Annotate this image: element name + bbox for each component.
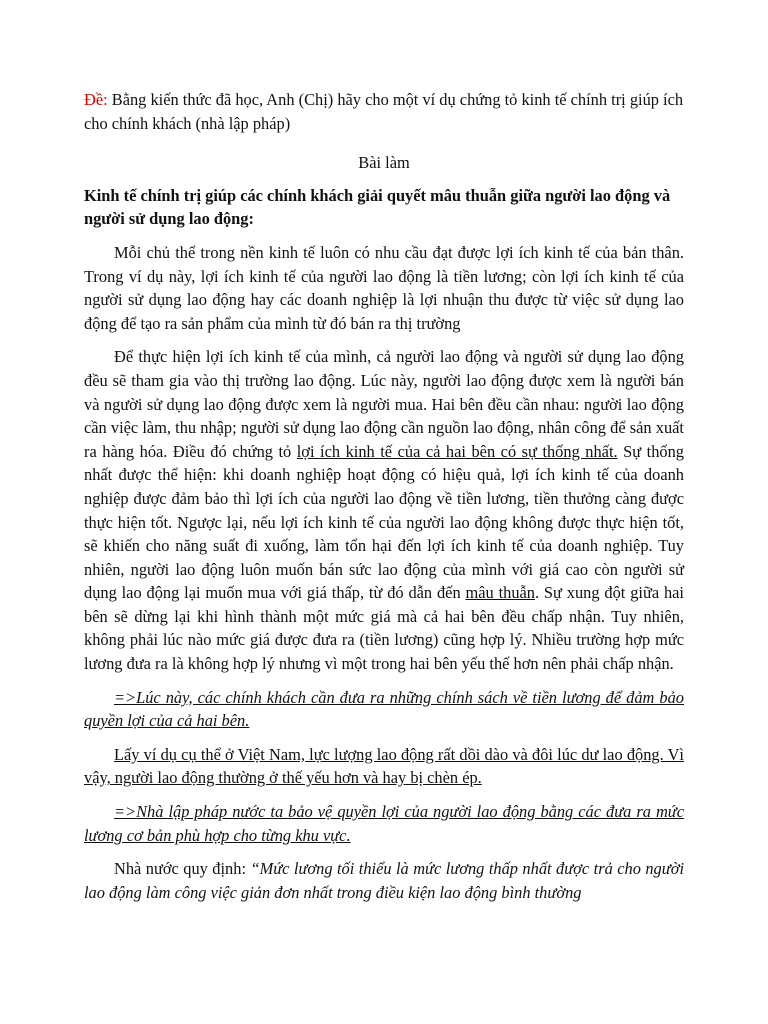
question-text: Bằng kiến thức đã học, Anh (Chị) hãy cho một ví dụ chứng tỏ kinh tế chính trị giúp ích cho chính khách (nhà lập pháp) (84, 90, 684, 133)
underlined-conflict-word: mâu thuẫn (465, 583, 535, 603)
paragraph-labor-market-part3: . Sự xung đột giữa hai bên sẽ dừng lại khi hình thành một mức giá mà cả hai bên đều chấp nhận. Tuy nhiên, không phải lúc nào mức giá được đưa ra (tiền lương) cũng hợp lý. Nhiều trường hợp mức lương đưa ra là không hợp lý nhưng vì một trong hai bên yếu thế hơn nên phải chấp nhận. (84, 583, 684, 674)
conclusion-minimum-wage: =>Nhà lập pháp nước ta bảo vệ quyền lợi của người lao động bằng các đưa ra mức lương cơ bản phù hợp cho từng khu vực. (84, 802, 684, 845)
paragraph-labor-market (84, 345, 684, 675)
regulation-paragraph (84, 857, 684, 904)
paragraph-labor-market-part2: Sự thống nhất được thể hiện: khi doanh nghiệp hoạt động có hiệu quả, lợi ích kinh tế của doanh nghiệp được đảm bảo thì lợi ích của người lao động về tiền lương, tiền thưởng càng được thực hiện tốt. Ngược lại, nếu lợi ích kinh tế của người lao động không được thực hiện tốt, sẽ khiến cho năng suất đi xuống, làm tổn hại đến lợi ích kinh tế của doanh nghiệp. Tuy nhiên, người lao động luôn muốn bán sức lao động của mình với giá cao còn người sử dụng lao động lại muốn mua với giá thấp, từ đó dẫn đến (84, 441, 685, 603)
vietnam-example: Lấy ví dụ cụ thể ở Việt Nam, lực lượng lao động rất dồi dào và đôi lúc dư lao động. Vì vậy, người lao động thường ở thế yếu hơn và hay bị chèn ép. (84, 744, 684, 788)
assignment-question (84, 88, 684, 135)
answer-heading: Bài làm (358, 153, 410, 173)
section-subheading: Kinh tế chính trị giúp các chính khách giải quyết mâu thuẫn giữa người lao động và người sử dụng lao động: (84, 185, 671, 229)
paragraph-economic-interests: Mỗi chủ thể trong nền kinh tế luôn có nhu cầu đạt được lợi ích kinh tế của bản thân. Trong ví dụ này, lợi ích kinh tế của người lao động là tiền lương; còn lợi ích kinh tế của người sử dụng lao động hay các doanh nghiệp là lợi nhuận thu được từ việc sử dụng lao động để tạo ra sản phẩm của mình từ đó bán ra thị trường (84, 242, 684, 333)
regulation-quote: “Mức lương tối thiểu là mức lương thấp nhất được trả cho người lao động làm công việc giản đơn nhất trong điều kiện lao động bình thường (84, 859, 684, 902)
underlined-unity-phrase: lợi ích kinh tế của cả hai bên có sự thống nhất. (296, 441, 618, 461)
question-label: Đề: (84, 90, 108, 109)
regulation-lead: Nhà nước quy định: (114, 859, 251, 879)
paragraph-labor-market-part1: Để thực hiện lợi ích kinh tế của mình, cả người lao động và người sử dụng lao động đều sẽ tham gia vào thị trường lao động. Lúc này, người lao động được xem là người bán và người sử dụng lao động được xem là người mua. Hai bên đều cần nhau: người lao động cần việc làm, thu nhập; người sử dụng lao động cần nguồn lao động, nhân công để sản xuất ra hàng hóa. Điều đó chứng tỏ (84, 347, 684, 461)
conclusion-wage-policy: =>Lúc này, các chính khách cần đưa ra những chính sách về tiền lương để đảm bảo quyền lợi của cả hai bên. (84, 687, 684, 731)
